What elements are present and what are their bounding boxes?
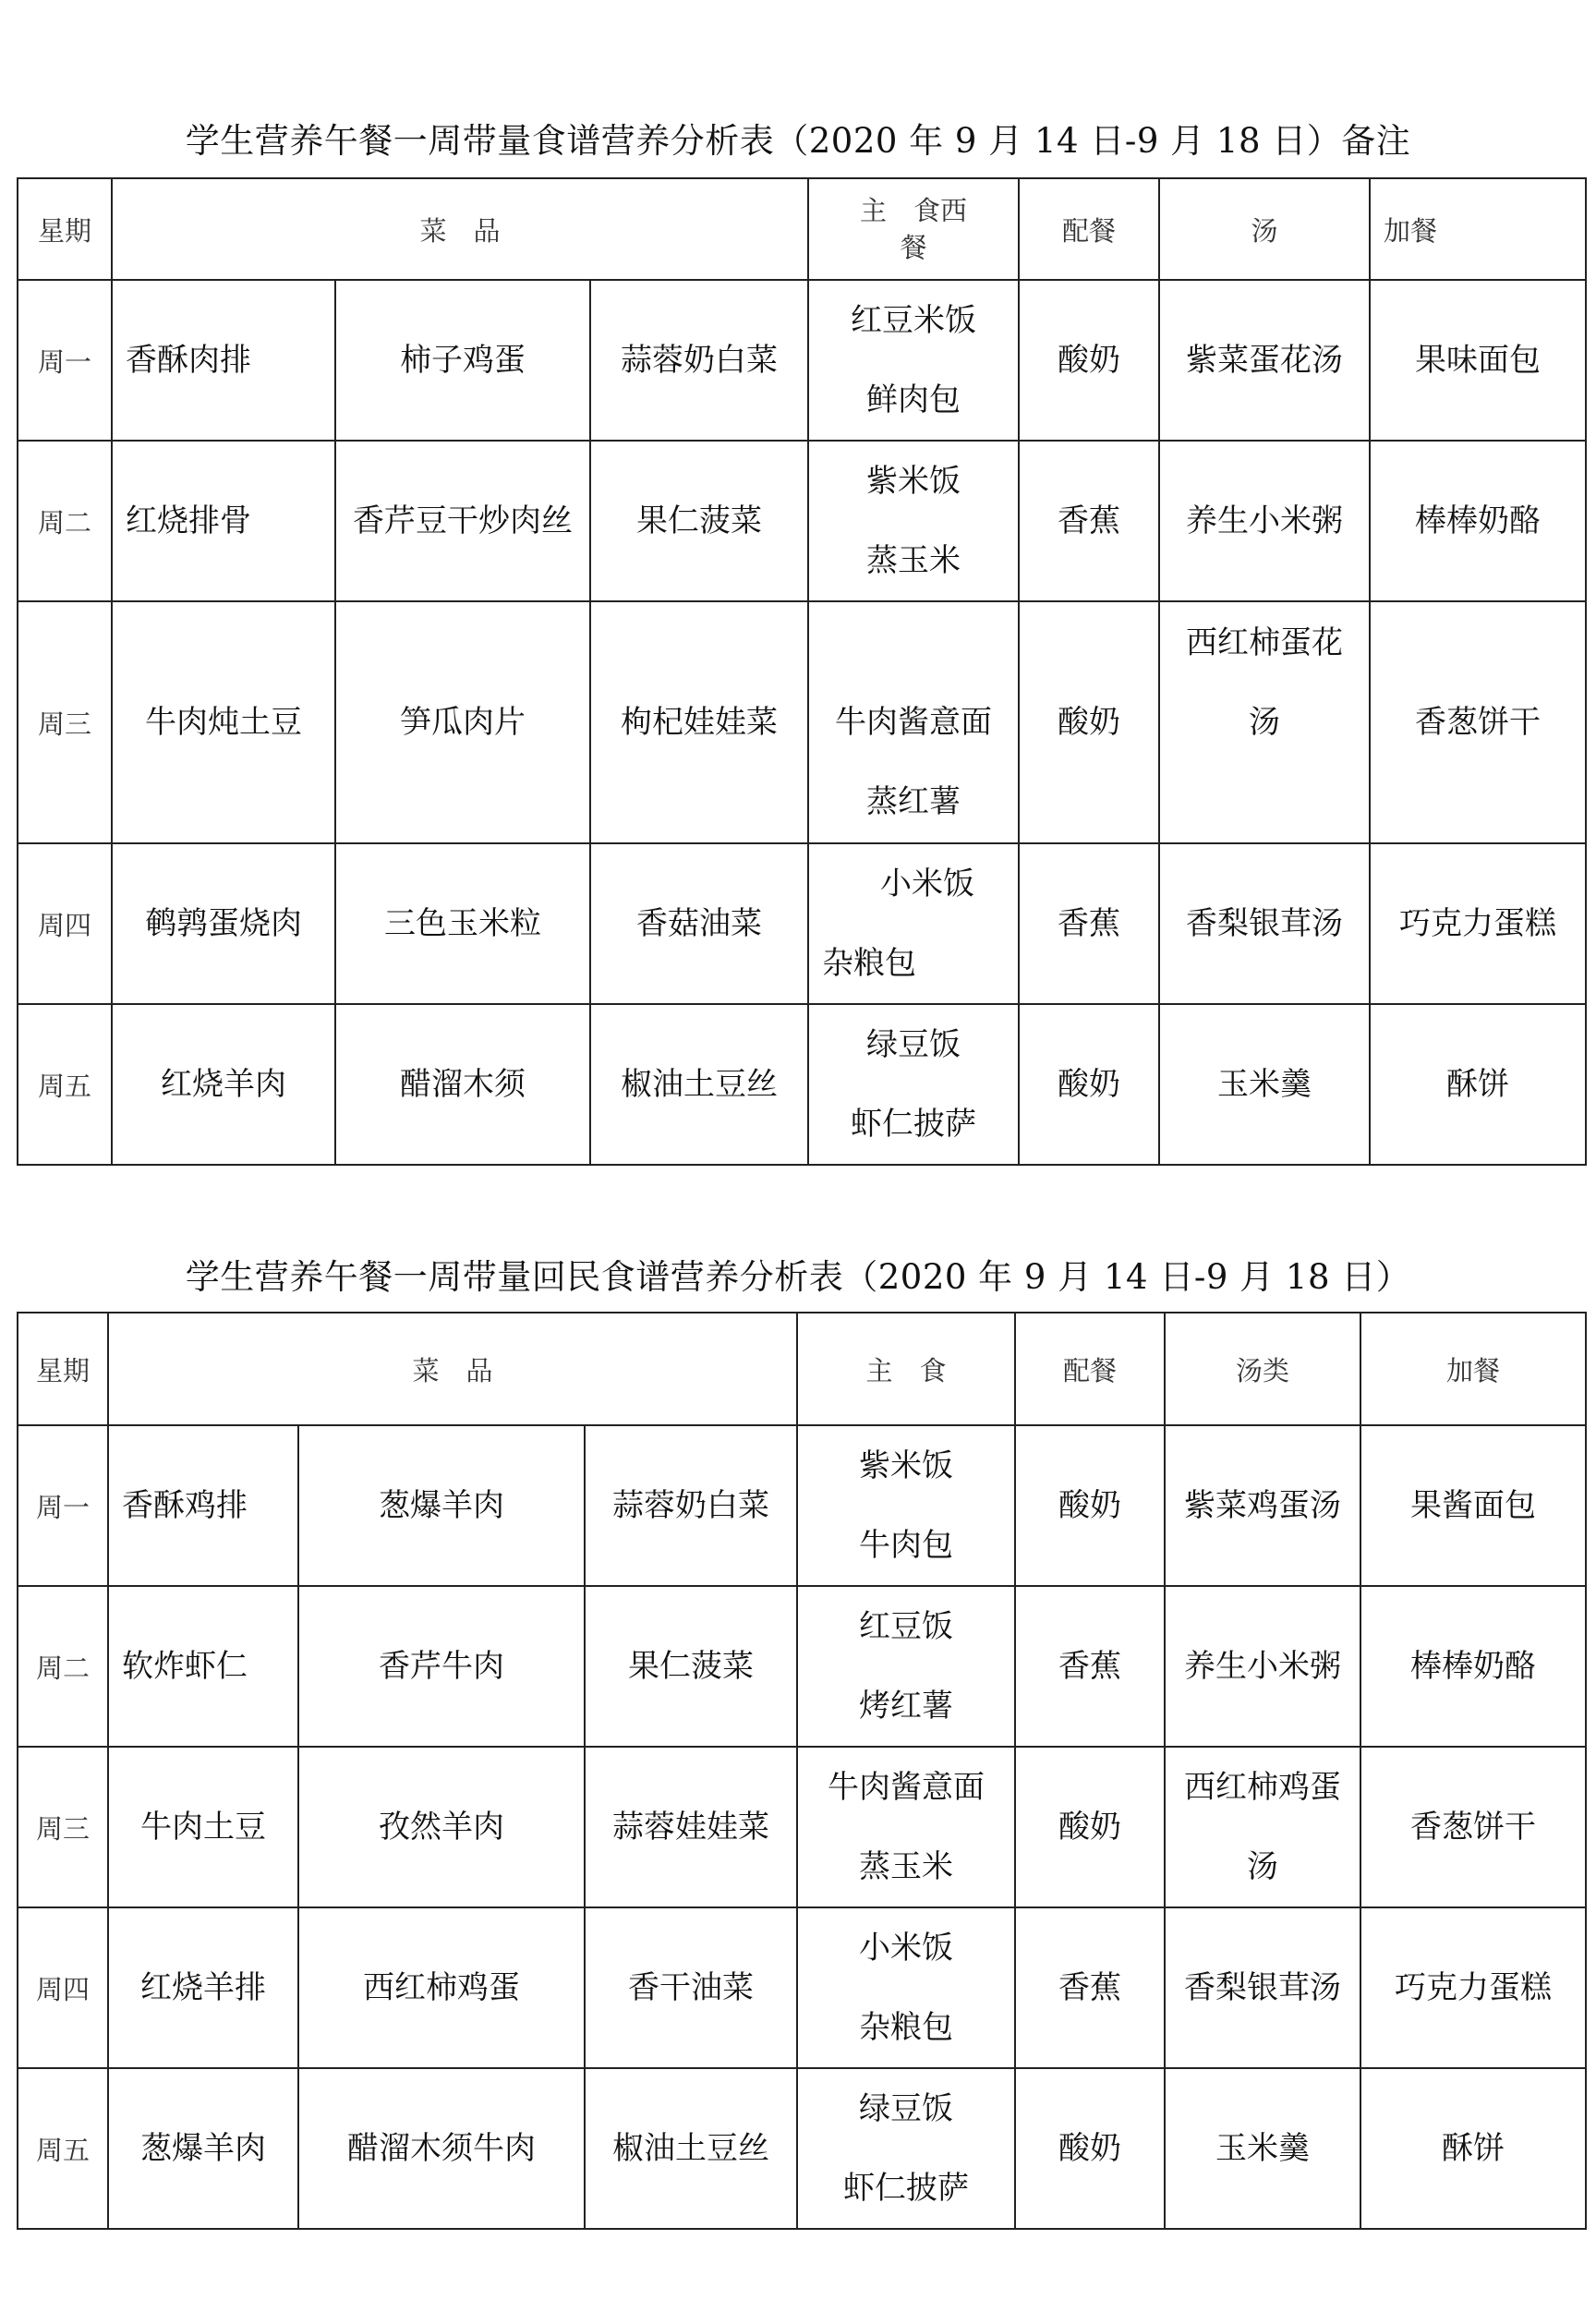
staple-item: 绿豆饭 bbox=[859, 2090, 953, 2127]
soup-cell: 玉米羹 bbox=[1165, 2068, 1360, 2229]
dish-cell: 西红柿鸡蛋 bbox=[298, 1907, 585, 2068]
soup-cell: 玉米羹 bbox=[1159, 1004, 1370, 1165]
dish-cell: 椒油土豆丝 bbox=[590, 1004, 808, 1165]
table-row bbox=[18, 1586, 1586, 1747]
staple-item: 杂粮包 bbox=[859, 2009, 953, 2046]
staple-item: 杂粮包 bbox=[822, 945, 916, 982]
table-row bbox=[18, 280, 1586, 441]
header-staple: 主 食 bbox=[797, 1313, 1015, 1425]
snack-cell: 酥饼 bbox=[1360, 2068, 1586, 2229]
table1-title: 学生营养午餐一周带量食谱营养分析表（2020 年 9 月 14 日-9 月 18 日）备注 bbox=[185, 121, 1411, 161]
dish-cell: 牛肉炖土豆 bbox=[112, 601, 335, 843]
side-cell: 香蕉 bbox=[1015, 1907, 1165, 2068]
side-cell: 香蕉 bbox=[1019, 843, 1159, 1004]
dish-cell: 笋瓜肉片 bbox=[335, 601, 590, 843]
staple-cell bbox=[808, 1004, 1019, 1165]
header-staple: 主 食西餐 bbox=[808, 178, 1019, 280]
staple-item: 红豆饭 bbox=[859, 1608, 953, 1645]
dish-cell: 椒油土豆丝 bbox=[585, 2068, 797, 2229]
side-cell: 酸奶 bbox=[1015, 2068, 1165, 2229]
staple-cell bbox=[797, 1907, 1015, 2068]
staple-cell bbox=[808, 843, 1019, 1004]
header-dishes: 菜 品 bbox=[112, 178, 808, 280]
table-row bbox=[18, 843, 1586, 1004]
staple-item: 虾仁披萨 bbox=[843, 2170, 969, 2207]
dish-cell: 葱爆羊肉 bbox=[298, 1425, 585, 1586]
snack-cell: 棒棒奶酪 bbox=[1370, 441, 1586, 601]
header-snack: 加餐 bbox=[1360, 1313, 1586, 1425]
snack-cell: 巧克力蛋糕 bbox=[1360, 1907, 1586, 2068]
dish-cell: 柿子鸡蛋 bbox=[335, 280, 590, 441]
staple-cell bbox=[797, 2068, 1015, 2229]
table-row bbox=[18, 441, 1586, 601]
staple-cell bbox=[797, 1425, 1015, 1586]
soup-cell: 香梨银茸汤 bbox=[1159, 843, 1370, 1004]
dish-cell: 蒜蓉奶白菜 bbox=[590, 280, 808, 441]
staple-item: 小米饭 bbox=[859, 1930, 953, 1967]
header-day: 星期 bbox=[18, 1313, 108, 1425]
dish-cell: 香芹牛肉 bbox=[298, 1586, 585, 1747]
dish-cell: 果仁菠菜 bbox=[585, 1586, 797, 1747]
snack-cell: 香葱饼干 bbox=[1370, 601, 1586, 843]
staple-cell bbox=[797, 1747, 1015, 1907]
dish-cell: 葱爆羊肉 bbox=[108, 2068, 298, 2229]
day-label: 周一 bbox=[18, 1425, 108, 1586]
day-label: 周四 bbox=[18, 843, 112, 1004]
weekly-menu-table bbox=[17, 177, 1587, 1166]
side-cell: 酸奶 bbox=[1019, 601, 1159, 843]
snack-cell: 果味面包 bbox=[1370, 280, 1586, 441]
side-cell: 酸奶 bbox=[1019, 280, 1159, 441]
dish-cell: 三色玉米粒 bbox=[335, 843, 590, 1004]
side-cell: 香蕉 bbox=[1015, 1586, 1165, 1747]
soup-cell: 西红柿蛋花汤 bbox=[1159, 601, 1370, 843]
staple-cell bbox=[797, 1586, 1015, 1747]
header-side: 配餐 bbox=[1015, 1313, 1165, 1425]
side-cell: 香蕉 bbox=[1019, 441, 1159, 601]
dish-cell: 香干油菜 bbox=[585, 1907, 797, 2068]
staple-item: 烤红薯 bbox=[859, 1688, 953, 1725]
dish-cell: 香酥肉排 bbox=[112, 280, 335, 441]
staple-item: 紫米饭 bbox=[859, 1447, 953, 1484]
staple-item: 绿豆饭 bbox=[866, 1026, 961, 1063]
day-label: 周五 bbox=[18, 1004, 112, 1165]
snack-cell: 巧克力蛋糕 bbox=[1370, 843, 1586, 1004]
table-row bbox=[18, 1747, 1586, 1907]
dish-cell: 香芹豆干炒肉丝 bbox=[335, 441, 590, 601]
staple-cell bbox=[808, 280, 1019, 441]
soup-cell: 紫菜蛋花汤 bbox=[1159, 280, 1370, 441]
snack-cell: 酥饼 bbox=[1370, 1004, 1586, 1165]
dish-cell: 红烧羊排 bbox=[108, 1907, 298, 2068]
dish-cell: 醋溜木须 bbox=[335, 1004, 590, 1165]
dish-cell: 醋溜木须牛肉 bbox=[298, 2068, 585, 2229]
day-label: 周三 bbox=[18, 601, 112, 843]
day-label: 周三 bbox=[18, 1747, 108, 1907]
staple-item: 蒸玉米 bbox=[859, 1848, 953, 1885]
hui-menu-table bbox=[17, 1312, 1587, 2230]
dish-cell: 蒜蓉奶白菜 bbox=[585, 1425, 797, 1586]
side-cell: 酸奶 bbox=[1015, 1747, 1165, 1907]
day-label: 周四 bbox=[18, 1907, 108, 2068]
dish-cell: 枸杞娃娃菜 bbox=[590, 601, 808, 843]
staple-item: 牛肉酱意面 bbox=[828, 1769, 985, 1806]
staple-item: 虾仁披萨 bbox=[851, 1106, 976, 1143]
dish-cell: 孜然羊肉 bbox=[298, 1747, 585, 1907]
staple-item: 蒸玉米 bbox=[866, 542, 961, 579]
header-day: 星期 bbox=[18, 178, 112, 280]
header-row bbox=[18, 178, 1586, 280]
dish-cell: 果仁菠菜 bbox=[590, 441, 808, 601]
snack-cell: 棒棒奶酪 bbox=[1360, 1586, 1586, 1747]
table-row bbox=[18, 1425, 1586, 1586]
staple-item: 蒸红薯 bbox=[866, 783, 961, 820]
dish-cell: 鹌鹑蛋烧肉 bbox=[112, 843, 335, 1004]
header-soup: 汤类 bbox=[1165, 1313, 1360, 1425]
side-cell: 酸奶 bbox=[1019, 1004, 1159, 1165]
soup-cell: 香梨银茸汤 bbox=[1165, 1907, 1360, 2068]
soup-cell: 养生小米粥 bbox=[1159, 441, 1370, 601]
staple-item: 牛肉酱意面 bbox=[835, 704, 992, 741]
staple-item: 紫米饭 bbox=[866, 463, 961, 500]
soup-cell: 西红柿鸡蛋汤 bbox=[1165, 1747, 1360, 1907]
side-cell: 酸奶 bbox=[1015, 1425, 1165, 1586]
table2-title: 学生营养午餐一周带量回民食谱营养分析表（2020 年 9 月 14 日-9 月 18 日） bbox=[185, 1257, 1411, 1297]
header-soup: 汤 bbox=[1159, 178, 1370, 280]
staple-item: 红豆米饭 bbox=[851, 302, 976, 339]
dish-cell: 红烧排骨 bbox=[112, 441, 335, 601]
staple-item: 牛肉包 bbox=[859, 1527, 953, 1564]
staple-item: 小米饭 bbox=[880, 865, 974, 902]
header-snack: 加餐 bbox=[1370, 178, 1586, 280]
dish-cell: 香酥鸡排 bbox=[108, 1425, 298, 1586]
day-label: 周一 bbox=[18, 280, 112, 441]
day-label: 周二 bbox=[18, 441, 112, 601]
table-row bbox=[18, 1004, 1586, 1165]
table-row bbox=[18, 1907, 1586, 2068]
table-row bbox=[18, 601, 1586, 843]
table-row bbox=[18, 2068, 1586, 2229]
dish-cell: 红烧羊肉 bbox=[112, 1004, 335, 1165]
soup-cell: 紫菜鸡蛋汤 bbox=[1165, 1425, 1360, 1586]
day-label: 周二 bbox=[18, 1586, 108, 1747]
header-row bbox=[18, 1313, 1586, 1425]
staple-item: 鲜肉包 bbox=[866, 381, 961, 418]
dish-cell: 蒜蓉娃娃菜 bbox=[585, 1747, 797, 1907]
dish-cell: 香菇油菜 bbox=[590, 843, 808, 1004]
staple-cell bbox=[808, 441, 1019, 601]
day-label: 周五 bbox=[18, 2068, 108, 2229]
header-dishes: 菜 品 bbox=[108, 1313, 797, 1425]
dish-cell: 牛肉土豆 bbox=[108, 1747, 298, 1907]
staple-cell bbox=[808, 601, 1019, 843]
dish-cell: 软炸虾仁 bbox=[108, 1586, 298, 1747]
snack-cell: 果酱面包 bbox=[1360, 1425, 1586, 1586]
header-side: 配餐 bbox=[1019, 178, 1159, 280]
soup-cell: 养生小米粥 bbox=[1165, 1586, 1360, 1747]
snack-cell: 香葱饼干 bbox=[1360, 1747, 1586, 1907]
